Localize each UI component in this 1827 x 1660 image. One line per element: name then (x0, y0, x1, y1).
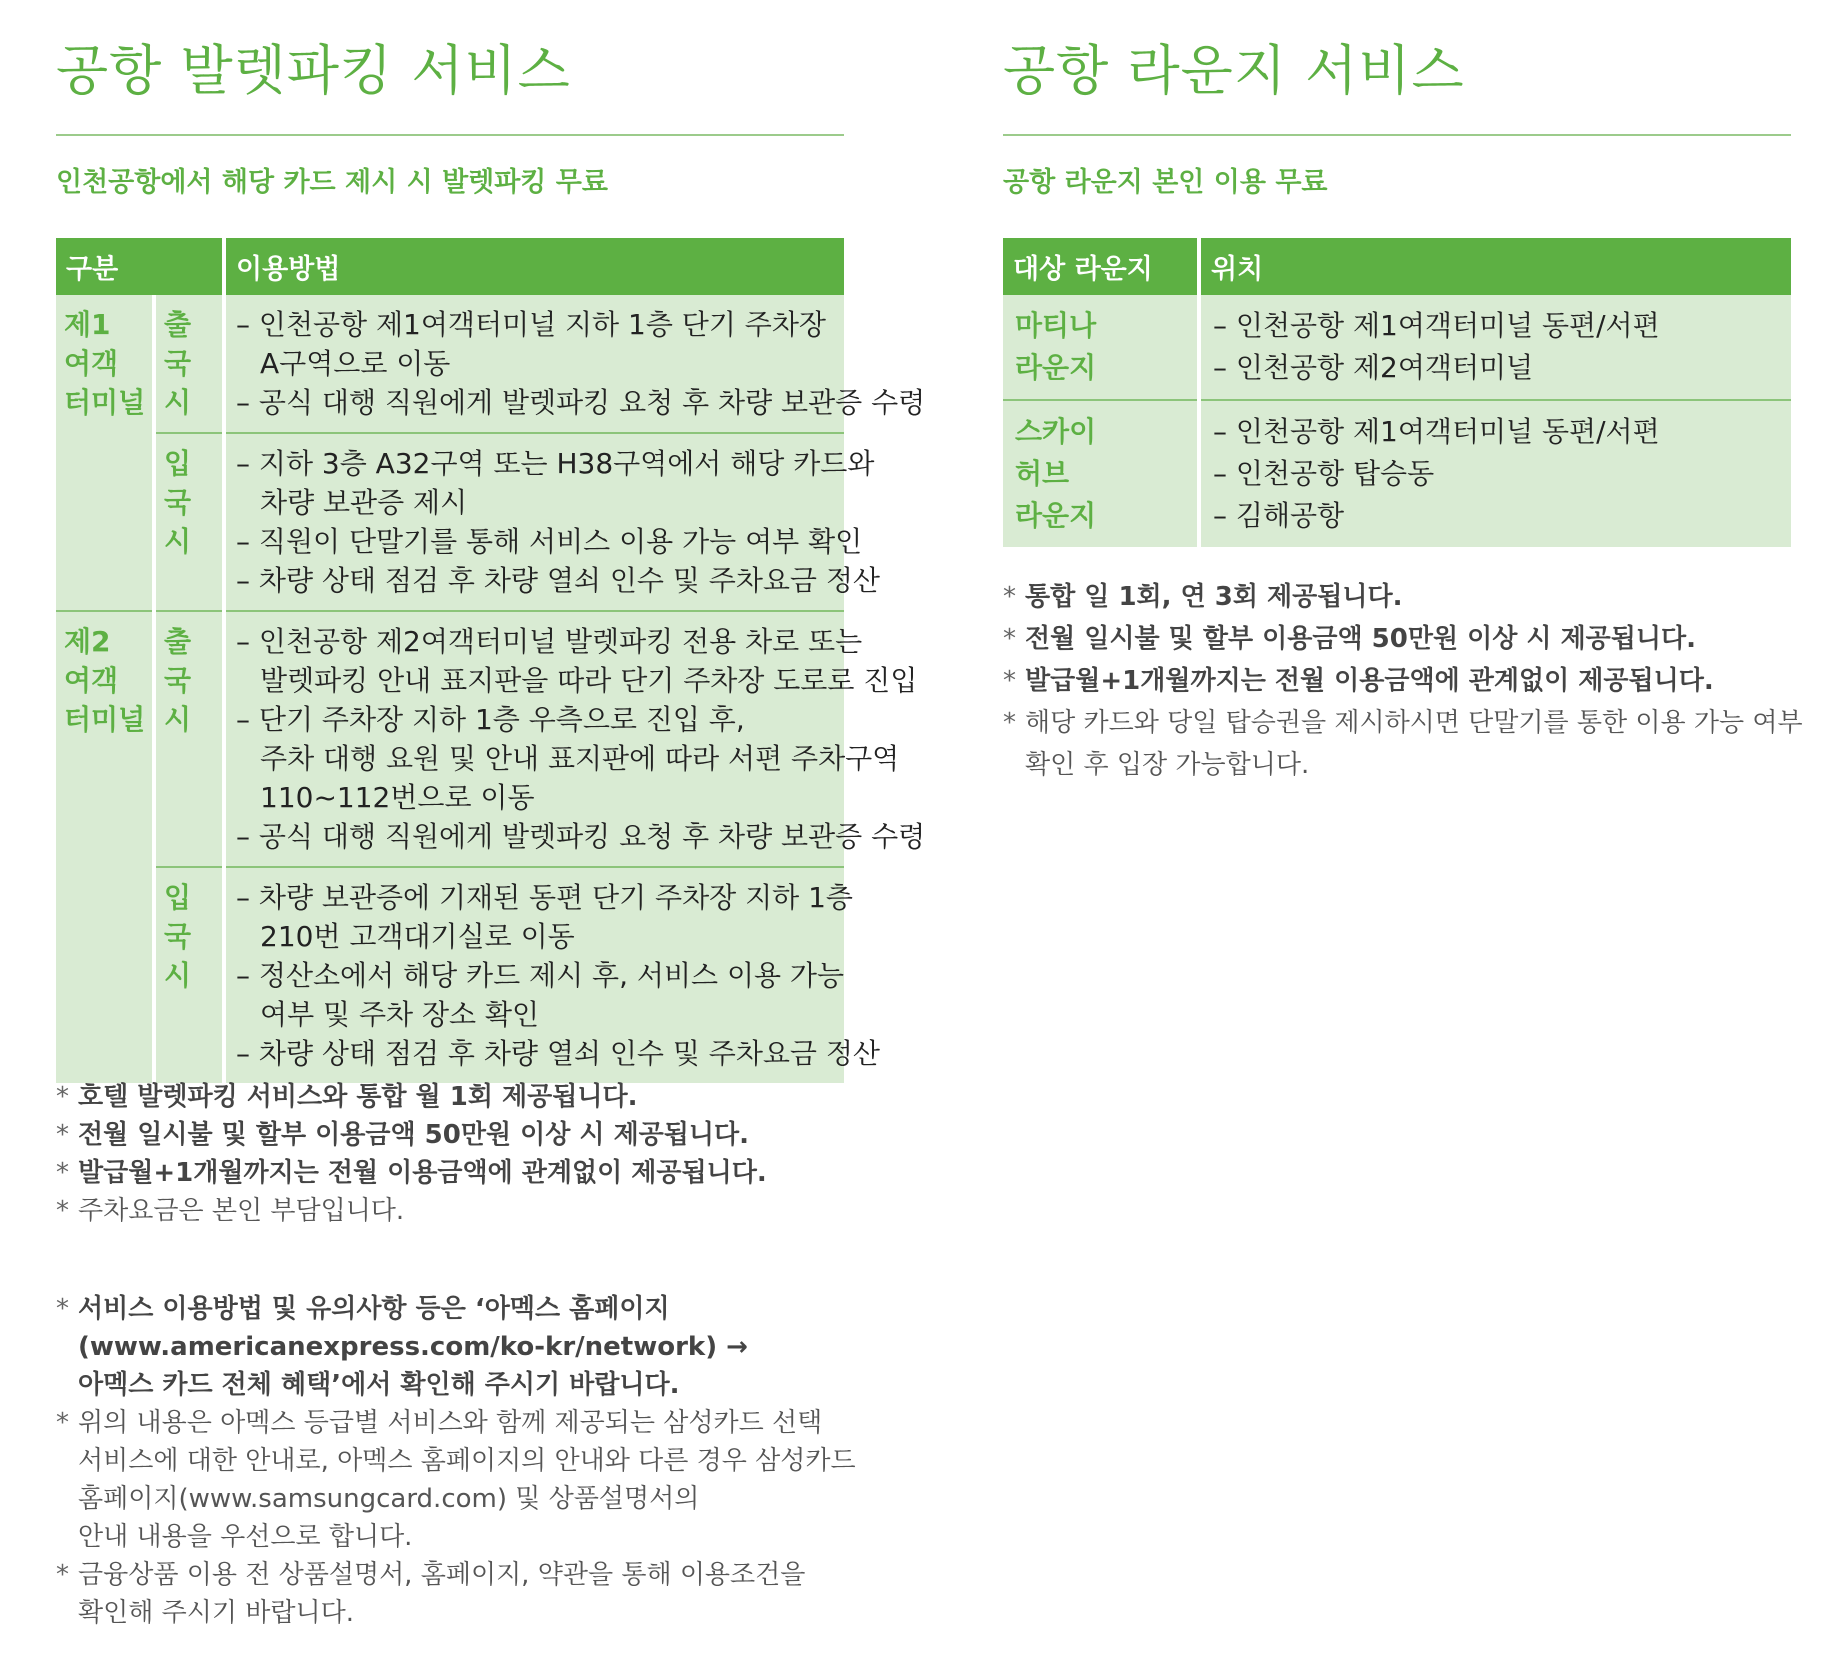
note-text: 전월 일시불 및 할부 이용금액 50만원 이상 시 제공됩니다. (78, 1120, 750, 1150)
list-item-continued: 발렛파킹 안내 표지판을 따라 단기 주차장 도로로 진입 (260, 664, 918, 697)
lounge-name-line: 허브 (1015, 457, 1070, 490)
note-text: 해당 카드와 당일 탑승권을 제시하시면 단말기를 통한 이용 가능 여부 (1025, 708, 1803, 738)
table-row (56, 611, 844, 867)
list-item-continued: 110~112번으로 이동 (260, 781, 535, 814)
note-text: 아멕스 카드 전체 혜택’에서 확인해 주시기 바랍니다. (78, 1370, 680, 1400)
asterisk-icon: * (56, 1196, 69, 1226)
table-row (56, 867, 844, 1083)
label-line: 입국 (164, 881, 192, 953)
lounge-notes (1003, 576, 1803, 786)
table-row (56, 433, 844, 611)
list-item: – 단기 주차장 지하 1층 우측으로 진입 후, (236, 703, 745, 736)
asterisk-icon: * (1003, 582, 1016, 612)
list-item: – 인천공항 제2여객터미널 발렛파킹 전용 차로 또는 (236, 625, 863, 658)
list-item (236, 344, 836, 383)
asterisk-icon: * (56, 1158, 69, 1188)
asterisk-icon: * (56, 1408, 69, 1438)
note-item (56, 1594, 856, 1632)
note-text: 확인 후 입장 가능합니다. (1025, 750, 1310, 780)
t1-departure-label (154, 295, 224, 433)
table-row (1003, 400, 1791, 547)
note-item (1003, 702, 1803, 744)
note-text: 호텔 발렛파킹 서비스와 통합 월 1회 제공됩니다. (78, 1082, 638, 1112)
lounge-name-line: 라운지 (1015, 351, 1097, 384)
terminal-1-label (56, 295, 154, 611)
asterisk-icon: * (1003, 708, 1016, 738)
list-item: – 인천공항 제2여객터미널 (1213, 351, 1534, 384)
note-item (56, 1366, 856, 1404)
header-location: 위치 (1199, 238, 1791, 295)
lounge-name (1003, 295, 1199, 400)
list-item (236, 778, 836, 817)
terminal-1-line: 제1 (64, 308, 111, 341)
list-item (236, 917, 836, 956)
t2-departure-label (154, 611, 224, 867)
terminal-2-line: 여객 (64, 664, 119, 697)
label-line: 시 (164, 959, 192, 992)
list-item (236, 739, 900, 778)
asterisk-icon: * (56, 1082, 69, 1112)
label-line: 출국 (164, 625, 192, 697)
note-text: (www.americanexpress.com/ko-kr/network) → (78, 1332, 748, 1362)
terminal-1-line: 터미널 (64, 386, 146, 419)
lounge-subtitle: 공항 라운지 본인 이용 무료 (1003, 167, 1328, 198)
note-item (56, 1442, 856, 1480)
lounge-name-line: 라운지 (1015, 499, 1097, 532)
note-text: 확인해 주시기 바랍니다. (78, 1598, 354, 1628)
list-item-continued: 차량 보관증 제시 (260, 486, 468, 519)
label-line: 시 (164, 525, 192, 558)
table-row (56, 295, 844, 433)
terminal-2-line: 터미널 (64, 703, 146, 736)
label-line: 출국 (164, 308, 192, 380)
t1-departure-method (224, 295, 926, 433)
list-item: – 지하 3층 A32구역 또는 H38구역에서 해당 카드와 (236, 447, 875, 480)
header-method: 이용방법 (224, 238, 844, 295)
note-text: 주차요금은 본인 부담입니다. (78, 1196, 405, 1226)
t2-arrival-label (154, 867, 224, 1083)
label-line: 시 (164, 386, 192, 419)
header-target: 대상 라운지 (1003, 238, 1199, 295)
list-item: – 정산소에서 해당 카드 제시 후, 서비스 이용 가능 (236, 959, 845, 992)
lounge-title: 공항 라운지 서비스 (1003, 39, 1465, 102)
note-text: 서비스에 대한 안내로, 아멕스 홈페이지의 안내와 다른 경우 삼성카드 (78, 1446, 856, 1476)
note-text: 안내 내용을 우선으로 합니다. (78, 1522, 413, 1552)
note-item (56, 1328, 856, 1366)
lounge-divider (1003, 134, 1791, 136)
note-item (1003, 744, 1803, 786)
general-notes (56, 1290, 856, 1632)
list-item: – 김해공항 (1213, 499, 1345, 532)
list-item: – 차량 상태 점검 후 차량 열쇠 인수 및 주차요금 정산 (236, 1037, 880, 1070)
t2-departure-method (224, 611, 926, 867)
list-item: – 인천공항 제1여객터미널 동편/서편 (1213, 415, 1660, 448)
list-item: – 인천공항 탑승동 (1213, 457, 1435, 490)
asterisk-icon: * (1003, 666, 1016, 696)
list-item (236, 995, 836, 1034)
asterisk-icon: * (1003, 624, 1016, 654)
lounge-name-line: 마티나 (1015, 309, 1097, 342)
note-item (56, 1192, 767, 1230)
asterisk-icon: * (56, 1294, 69, 1324)
list-item-continued: A구역으로 이동 (260, 347, 451, 380)
t2-arrival-method (224, 867, 880, 1083)
list-item: – 차량 상태 점검 후 차량 열쇠 인수 및 주차요금 정산 (236, 564, 880, 597)
list-item-continued: 210번 고객대기실로 이동 (260, 920, 575, 953)
table-row (1003, 295, 1791, 400)
list-item: – 공식 대행 직원에게 발렛파킹 요청 후 차량 보관증 수령 (236, 820, 926, 853)
terminal-2-label (56, 611, 154, 1083)
lounge-location (1199, 400, 1791, 547)
note-text: 발급월+1개월까지는 전월 이용금액에 관계없이 제공됩니다. (1025, 666, 1714, 696)
note-text: 서비스 이용방법 및 유의사항 등은 ‘아멕스 홈페이지 (78, 1294, 670, 1324)
note-item (56, 1154, 767, 1192)
note-item (56, 1480, 856, 1518)
note-text: 발급월+1개월까지는 전월 이용금액에 관계없이 제공됩니다. (78, 1158, 767, 1188)
note-item (56, 1518, 856, 1556)
label-line: 시 (164, 703, 192, 736)
valet-subtitle: 인천공항에서 해당 카드 제시 시 발렛파킹 무료 (56, 167, 608, 198)
note-text: 홈페이지(www.samsungcard.com) 및 상품설명서의 (78, 1484, 700, 1514)
terminal-2-line: 제2 (64, 625, 111, 658)
note-item (56, 1116, 767, 1154)
asterisk-icon: * (56, 1560, 69, 1590)
valet-table (56, 238, 926, 1083)
valet-notes (56, 1078, 767, 1230)
valet-table-header (56, 238, 844, 295)
valet-title: 공항 발렛파킹 서비스 (56, 39, 571, 102)
list-item: – 공식 대행 직원에게 발렛파킹 요청 후 차량 보관증 수령 (236, 386, 926, 419)
note-text: 통합 일 1회, 연 3회 제공됩니다. (1025, 582, 1403, 612)
lounge-table (1003, 238, 1791, 547)
note-item (56, 1290, 856, 1328)
note-item (1003, 618, 1803, 660)
label-line: 입국 (164, 447, 192, 519)
list-item: – 직원이 단말기를 통해 서비스 이용 가능 여부 확인 (236, 525, 863, 558)
note-item (56, 1556, 856, 1594)
list-item-continued: 여부 및 주차 장소 확인 (260, 998, 540, 1031)
lounge-location (1199, 295, 1791, 400)
valet-divider (56, 134, 844, 136)
lounge-name-line: 스카이 (1015, 415, 1097, 448)
list-item (236, 661, 918, 700)
lounge-table-header (1003, 238, 1791, 295)
note-text: 전월 일시불 및 할부 이용금액 50만원 이상 시 제공됩니다. (1025, 624, 1697, 654)
asterisk-icon: * (56, 1120, 69, 1150)
t1-arrival-label (154, 433, 224, 611)
list-item: – 인천공항 제1여객터미널 동편/서편 (1213, 309, 1660, 342)
lounge-name (1003, 400, 1199, 547)
header-category: 구분 (56, 238, 224, 295)
note-item (56, 1404, 856, 1442)
note-text: 위의 내용은 아멕스 등급별 서비스와 함께 제공되는 삼성카드 선택 (78, 1408, 823, 1438)
list-item-continued: 주차 대행 요원 및 안내 표지판에 따라 서편 주차구역 (260, 742, 900, 775)
terminal-1-line: 여객 (64, 347, 119, 380)
note-text: 금융상품 이용 전 상품설명서, 홈페이지, 약관을 통해 이용조건을 (78, 1560, 806, 1590)
t1-arrival-method (224, 433, 880, 611)
note-item (1003, 576, 1803, 618)
note-item (1003, 660, 1803, 702)
list-item: – 차량 보관증에 기재된 동편 단기 주차장 지하 1층 (236, 881, 853, 914)
list-item (236, 483, 836, 522)
list-item: – 인천공항 제1여객터미널 지하 1층 단기 주차장 (236, 308, 826, 341)
note-item (56, 1078, 767, 1116)
